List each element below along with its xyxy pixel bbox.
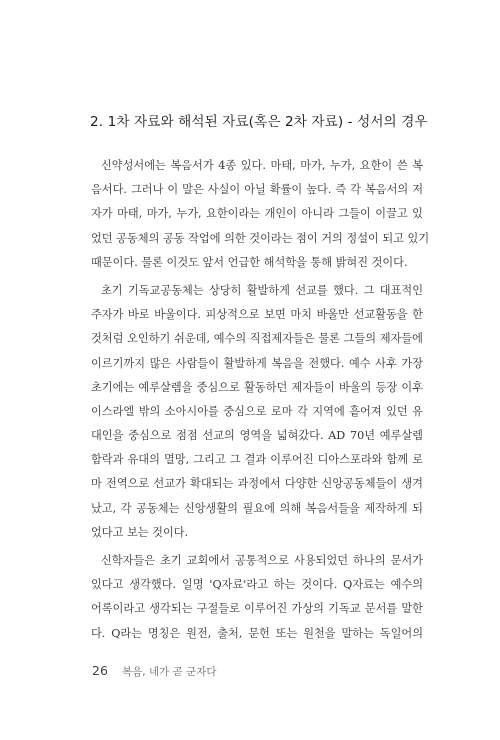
paragraph-2 [91,279,423,545]
text-line: 이르기까지 많은 사람들이 활발하게 복음을 전했다. 예수 사후 가장 [91,356,423,370]
text-line: 때문이다. 물론 이것도 앞서 언급한 해석학을 통해 밝혀진 것이다. [91,255,408,269]
text-line: 함락과 유대의 멸망, 그리고 그 결과 이루어진 디아스포라와 함께 로 [91,453,423,467]
paragraph-1 [91,154,430,275]
text-line: 자가 마태, 마가, 누가, 요한이라는 개인이 아니라 그들이 이끌고 있 [91,207,423,221]
text-line: 것처럼 오인하기 쉬운데, 예수의 직접제자들은 물론 그들의 제자들에 [91,332,423,346]
paragraph-3 [91,549,423,646]
text-line: 신학자들은 초기 교회에서 공통적으로 사용되었던 하나의 문서가 [101,554,423,567]
text-line: 있다고 생각했다. 일명 'Q자료'라고 하는 것이다. Q자료는 예수의 [91,578,423,592]
text-line: 초기 기독교공동체는 상당히 활발하게 선교를 했다. 그 대표적인 [101,283,423,297]
page-footer [92,660,217,679]
text-line: 마 전역으로 선교가 확대되는 과정에서 다양한 신앙공동체들이 생겨 [91,477,423,491]
text-line: 음서다. 그러나 이 말은 사실이 아닐 확률이 높다. 즉 각 복음서의 저 [91,183,423,197]
text-line: 났고, 각 공동체는 신앙생활의 필요에 의해 복음서들을 제작하게 되 [91,501,423,515]
text-line: 었다고 보는 것이다. [91,525,189,539]
body-text [91,154,430,646]
section-heading: 2. 1차 자료와 해석된 자료(혹은 2차 자료) - 성서의 경우 [90,114,428,130]
text-line: 어록이라고 생각되는 구절들로 이루어진 가상의 기독교 문서를 말한 [91,602,423,616]
page-number: 26 [92,663,108,678]
text-line: 주자가 바로 바울이다. 피상적으로 보면 마치 바울만 선교활동을 한 [91,308,423,322]
book-title: 복음, 네가 곧 군자다 [122,666,217,678]
text-line: 이스라엘 밖의 소아시아를 중심으로 로마 각 지역에 흩어져 있던 유 [91,404,423,418]
text-line: 신약성서에는 복음서가 4종 있다. 마태, 마가, 누가, 요한이 쓴 복 [101,159,423,172]
text-line: 다. Q라는 명칭은 원전, 출처, 문헌 또는 원천을 말하는 독일어의 [91,626,423,640]
text-line: 었던 공동체의 공동 작업에 의한 것이라는 점이 거의 정설이 되고 있기 [91,231,430,245]
text-line: 초기에는 예루살렘을 중심으로 활동하던 제자들이 바울의 등장 이후 [91,380,423,394]
text-line: 대인을 중심으로 점점 선교의 영역을 넓혀갔다. AD 70년 예루살렘 [91,429,423,443]
